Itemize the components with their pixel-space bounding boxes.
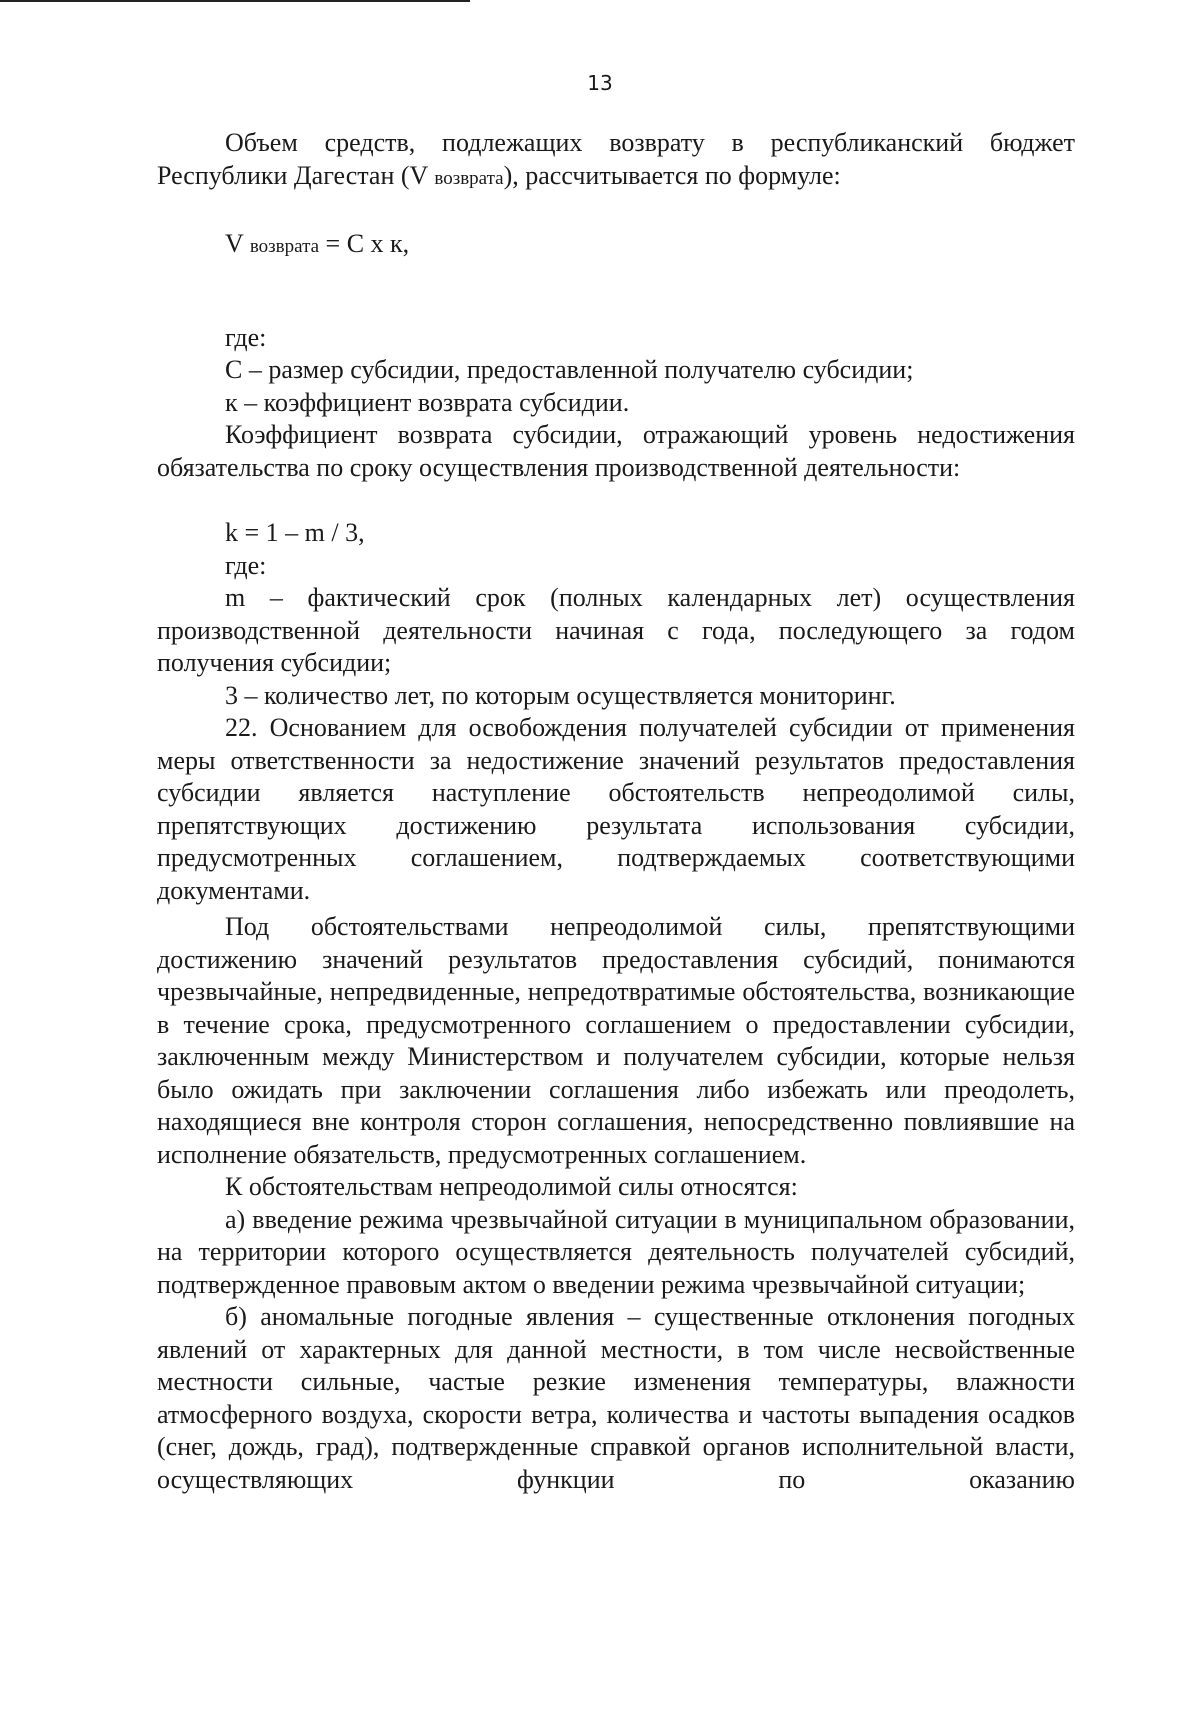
intro-text-end: ), рассчитывается по формуле:	[503, 160, 841, 190]
page-number: 13	[587, 71, 613, 95]
where-label-2: где:	[225, 550, 267, 580]
where-label-1: где:	[225, 322, 267, 352]
intro-paragraph	[157, 127, 1075, 195]
formula-v: V	[225, 229, 250, 258]
paragraph-22: 22. Основанием для освобождения получателей субсидии от применения меры ответственности за недостижение значений результатов предоставления субсидии является наступление обстоятельств непреодолимой силы, препятствующих достижению результата использования субсидии, предусмотренных соглашением, подтверждаемых соответствующими документами.	[157, 713, 1075, 905]
force-majeure-list-intro: К обстоятельствам непреодолимой силы относятся:	[225, 1172, 798, 1201]
document-body	[157, 127, 1075, 1496]
list-item-a: а) введение режима чрезвычайной ситуации в муниципальном образовании, на территории которого осуществляется деятельность получателей субсидий, подтвержденное правовым актом о введении режима чрезвычайной ситуации;	[157, 1204, 1075, 1299]
intro-subscript: возврата	[434, 167, 504, 189]
m-definition: m – фактический срок (полных календарных лет) осуществления производственной деятельности начиная с года, последующего за годом получения субсидии;	[157, 583, 1075, 677]
list-item-b	[157, 1301, 1075, 1496]
list-item-b-text: б) аномальные погодные явления – существенные отклонения погодных явлений от характерных для данной местности, в том числе несвойственные местности сильные, частые резкие изменения температуры, влажности атмосферного воздуха, скорости ветра, количества и частоты выпадения осадков (снег, дождь, град), подтвержденные справкой органов	[157, 1302, 1075, 1461]
coefficient-formula: k = 1 – m / 3,	[225, 518, 365, 547]
list-item-b-last-line: исполнительной власти, осуществляющих функции по оказанию	[157, 1432, 1075, 1494]
force-majeure-paragraph: Под обстоятельствами непреодолимой силы, препятствующими достижению значений результатов предоставления субсидий, понимаются чрезвычайные, непредвиденные, непредотвратимые обстоятельства, возникающие в течение срока, предусмотренного соглашением о предоставлении субсидии, заключенным между Министерством и получателем субсидии, которые нельзя было ожидать при заключении соглашения либо избежать или преодолеть, находящиеся вне контроля сторон соглашения, непосредственно повлиявшие на исполнение обязательств, предусмотренных соглашением.	[157, 912, 1075, 1169]
top-rule	[0, 0, 470, 2]
return-formula	[157, 228, 1075, 264]
k-definition: к – коэффициент возврата субсидии.	[225, 387, 630, 417]
formula-subscript: возврата	[249, 236, 320, 257]
formula-rest: = С х к,	[319, 229, 410, 258]
three-definition: 3 – количество лет, по которым осуществляется мониторинг.	[225, 680, 896, 710]
coefficient-paragraph: Коэффициент возврата субсидии, отражающий уровень недостижения обязательства по сроку осуществления производственной деятельности:	[157, 420, 1075, 482]
intro-text: Объем средств, подлежащих возврату в республиканский бюджет Республики Дагестан (V	[157, 128, 1075, 190]
c-definition: С – размер субсидии, предоставленной получателю субсидии;	[225, 355, 914, 384]
